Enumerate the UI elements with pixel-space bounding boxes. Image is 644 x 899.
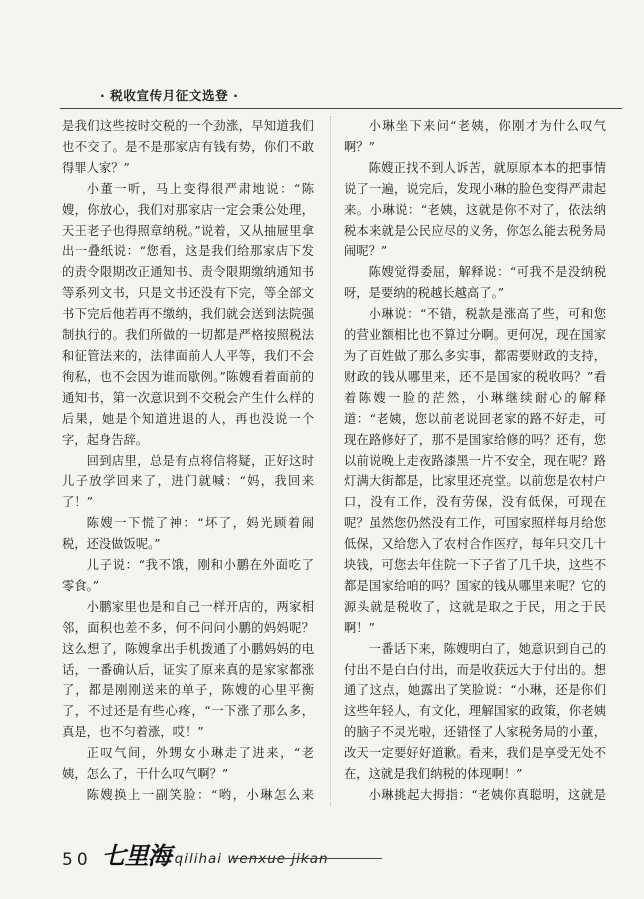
paragraph: 小鹏家里也是和自己一样开店的，两家相邻，面积也差不多，何不问问小鹏的妈妈呢？这么想了，陈嫂拿出手机拨通了小鹏妈妈的电话，一番确认后，证实了原来真的是家家都涨了，都是刚刚送来的单子，陈嫂的心里平衡了，不过还是有些心疼，“一下涨了那么多，真是，也不匀着涨，哎！” — [62, 599, 314, 740]
paragraph: 小琳说：“不错，税款是涨高了些，可和您的营业额相比也不算过分啊。更何况，现在国家为了百姓做了那么多实事，都需要财政的支持，财政的钱从哪里来，还不是国家的税收吗？”看着陈嫂一脸的茫然，小琳继续耐心的解释道：“老姨，您以前老说回老家的路不好走，可现在路修好了，那不是国家给修的吗？还有，您以前说晚上走夜路漆黑一片不安全，现在呢？路灯满大街都是，比家里还亮堂。以前您是农村户口，没有工作，没有劳保，没有低保，可现在呢？虽然您仍然没有工作，可国家照样每月给您低保，又给您入了农村合作医疗，每年只交几十块钱，可您去年住院一下子省了几千块，这些不都是国家给咱的吗？国家的钱从哪里来呢？它的源头就是税收了，这就是取之于民，用之于民啊！” — [344, 307, 606, 635]
section-header: · 税收宣传月征文选登 · — [100, 88, 239, 103]
paragraph: 陈嫂正找不到人诉苦，就原原本本的把事情说了一遍，说完后，发现小琳的脸色变得严肃起来。小琳说：“老姨，这就是你不对了，依法纳税本来就是公民应尽的义务，你怎么能去税务局闹呢？” — [344, 160, 606, 259]
paragraph: 一番话下来，陈嫂明白了，她意识到自己的付出不是白白付出，而是收获远大于付出的。想通了这点，她露出了笑脸说：“小琳，还是你们这些年轻人，有文化，理解国家的政策，你老姨的脑子不灵光啦，还错怪了人家税务局的小董，改天一定要好好道歉。看来，我们是享受无处不在，这就是我们纳税的体现啊！” — [344, 641, 606, 782]
paragraph: 陈嫂觉得委屈，解释说：“可我不是没纳税呀，是要纳的税越长越高了。” — [344, 265, 606, 301]
page-footer — [62, 838, 329, 870]
column-divider — [330, 116, 331, 806]
header-rule — [60, 108, 622, 109]
paragraph: 小琳挑起大拇指：“老姨你真聪明，这就是 — [368, 788, 606, 802]
right-column — [344, 116, 606, 806]
paragraph: 陈嫂换上一副笑脸：“哟，小琳怎么来 — [86, 788, 314, 802]
page-number: 50 — [62, 850, 92, 870]
paragraph: 小董一听，马上变得很严肃地说：“陈嫂，你放心，我们对那家店一定会秉公处理，天王老子也得照章纳税。”说着，又从抽屉里拿出一叠纸说：“您看，这是我们给那家店下发的责令限期改正通知书、责令限期缴纳通知书等系列文书，只是文书还没有下完，等全部文书下完后他若再不缴纳，我们就会送到法院强制执行的。我们所做的一切都是严格按照税法和征管法来的，法律面前人人平等，我们不会徇私，也不会因为谁而歇例。”陈嫂看着面前的通知书，第一次意识到不交税会产生什么样的后果，她是个知道进退的人，再也没说一个字，起身告辞。 — [62, 181, 314, 447]
footer-rule — [232, 858, 382, 859]
paragraph: 是我们这些按时交税的一个劲涨，早知道我们也不交了。是不是那家店有钱有势，你们不敢得罪人家？” — [62, 119, 314, 175]
paragraph: 儿子说：“我不饿，刚和小鹏在外面吃了零食。” — [62, 558, 314, 593]
journal-pinyin: qilihai wenxue jikan — [174, 851, 329, 867]
paragraph: 回到店里，总是有点将信将疑，正好这时儿子放学回来了，进门就喊：“妈，我回来了！” — [62, 453, 314, 510]
paragraph: 小琳坐下来问“老姨，你刚才为什么叹气啊？” — [344, 119, 606, 154]
paragraph: 正叹气间，外甥女小琳走了进来，“老姨，怎么了，干什么叹气啊？” — [62, 746, 314, 782]
left-column — [62, 116, 314, 806]
paragraph: 陈嫂一下慌了神：“坏了，妈光顾着闹税，还没做饭呢。” — [62, 516, 314, 552]
journal-logo: 七里海 — [101, 841, 171, 870]
